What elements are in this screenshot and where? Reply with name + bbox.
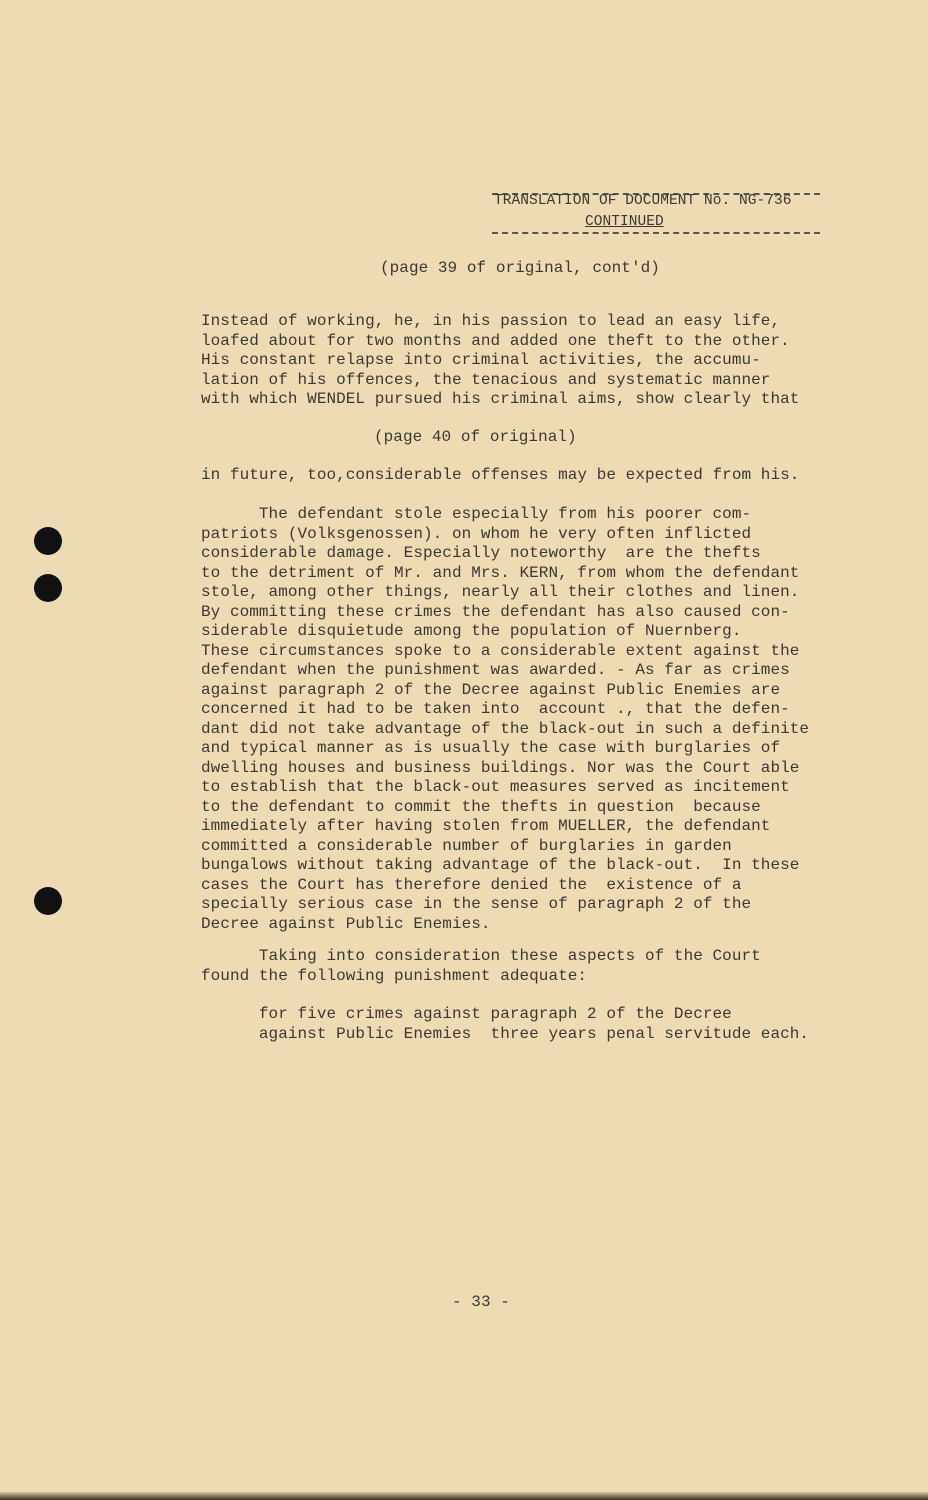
text-line: defendant when the punishment was awarded. - As far as crimes [201,661,790,679]
text-line: siderable disquietude among the population of Nuernberg. [201,622,742,640]
paragraph-3 [201,947,761,986]
text-line: immediately after having stolen from MUELLER, the defendant [201,817,771,835]
text-line: Decree against Public Enemies. [201,914,491,933]
scan-edge [0,1492,928,1500]
text-line: cases the Court has therefore denied the existence of a [201,875,742,894]
text-line: stole, among other things, nearly all their clothes and linen. [201,583,800,601]
sentence-block [201,1005,809,1044]
paragraph-1 [201,312,799,410]
text-line: with which WENDEL pursued his criminal aims, show clearly that [201,390,800,408]
punch-hole [34,887,62,915]
punch-hole [34,574,62,602]
paragraph-1-continued: in future, too,considerable offenses may be expected from his. [201,466,800,484]
text-line: to the defendant to commit the thefts in question because [201,797,761,816]
text-line: bungalows without taking advantage of the black-out. In these [201,856,800,874]
text-line: against paragraph 2 of the Decree against Public Enemies are [201,680,781,699]
text-line: Instead of working, he, in his passion to lead an easy life, [201,312,781,330]
text-line: specially serious case in the sense of paragraph 2 of the [201,895,752,913]
text-line: considerable damage. Especially noteworthy are the thefts [201,544,761,562]
text-line: concerned it had to be taken into account ., that the defen- [201,700,790,718]
text-line: Taking into consideration these aspects of the Court [201,947,761,965]
text-line: The defendant stole especially from his poorer com- [201,505,752,523]
text-line: dant did not take advantage of the black-out in such a definite [201,719,810,738]
text-line: committed a considerable number of burglaries in garden [201,836,732,855]
text-line: loafed about for two months and added one theft to the other. [201,331,790,350]
text-line: dwelling houses and business buildings. Nor was the Court able [201,758,800,777]
text-line: against Public Enemies three years penal servitude each. [201,1024,810,1043]
text-line: By committing these crimes the defendant has also caused con- [201,602,790,621]
header-rule-bottom [492,232,820,234]
page-marker-40: (page 40 of original) [374,428,577,446]
text-line: lation of his offences, the tenacious and systematic manner [201,370,771,389]
text-line: for five crimes against paragraph 2 of the Decree [201,1005,732,1023]
text-line: to the detriment of Mr. and Mrs. KERN, from whom the defendant [201,563,800,582]
text-line: These circumstances spoke to a considerable extent against the [201,641,800,660]
text-line: His constant relapse into criminal activities, the accumu- [201,351,761,369]
document-header-title: TRANSLATION OF DOCUMENT No. NG-736 [494,193,792,209]
paragraph-2 [201,505,809,934]
page-marker-39: (page 39 of original, cont'd) [380,259,660,277]
text-line: patriots (Volksgenossen). on whom he very often inflicted [201,524,752,543]
text-line: found the following punishment adequate: [201,966,588,985]
document-header-subtitle: CONTINUED [585,214,664,230]
text-line: to establish that the black-out measures served as incitement [201,778,790,796]
punch-hole [34,527,62,555]
page-number: - 33 - [452,1293,510,1311]
text-line: and typical manner as is usually the case with burglaries of [201,739,781,757]
